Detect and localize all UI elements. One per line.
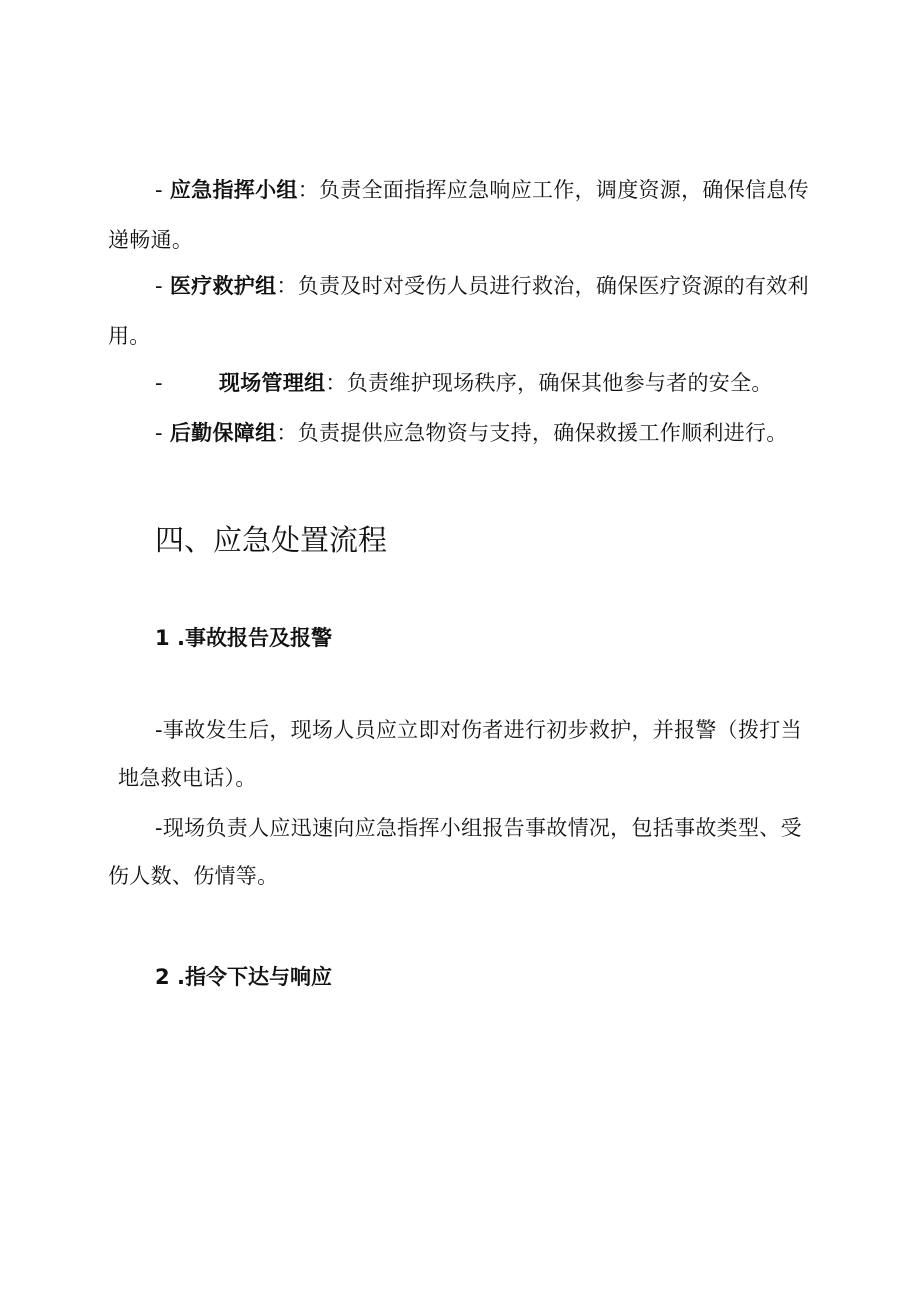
role-colon: ： (325, 371, 347, 395)
role-item-site (155, 369, 875, 397)
role-colon: ： (276, 274, 298, 298)
step-item-continuation: 地急救电话）。 (118, 766, 257, 790)
role-desc: 负责提供应急物资与支持，确保救援工作顺利进行。 (297, 421, 788, 445)
role-name: 应急指挥小组 (169, 178, 298, 202)
role-desc: 负责全面指挥应急响应工作，调度资源，确保信息传 (319, 178, 809, 202)
step-heading (155, 963, 332, 991)
role-desc-continuation: 用。 (108, 324, 151, 348)
role-dash: - (155, 421, 163, 445)
role-item-logistics (155, 419, 875, 447)
step-title: .指令下达与响应 (177, 965, 332, 989)
role-dash: - (155, 274, 163, 298)
section-heading: 四、应急处置流程 (155, 523, 388, 557)
role-name: 医疗救护组 (169, 274, 277, 298)
role-desc: 负责及时对受伤人员进行救治，确保医疗资源的有效利 (297, 274, 809, 298)
step-number: 2 (155, 965, 170, 989)
role-item-medical (155, 272, 875, 300)
role-colon: ： (276, 421, 298, 445)
role-name: 现场管理组 (218, 371, 326, 395)
role-item-command (155, 176, 875, 204)
role-colon: ： (297, 178, 319, 202)
role-name: 后勤保障组 (169, 421, 277, 445)
role-dash: - (155, 371, 163, 395)
role-dash: - (155, 178, 163, 202)
role-desc: 负责维护现场秩序，确保其他参与者的安全。 (346, 371, 773, 395)
step-heading (155, 624, 332, 652)
step-item: -事故发生后，现场人员应立即对伤者进行初步救护，并报警（拨打当 (155, 718, 802, 742)
step-item-continuation: 伤人数、伤情等。 (108, 864, 279, 888)
step-number: 1 (155, 626, 170, 650)
role-desc-continuation: 递畅通。 (108, 228, 194, 252)
step-title: .事故报告及报警 (177, 626, 332, 650)
step-item: -现场负责人应迅速向应急指挥小组报告事故情况，包括事故类型、受 (155, 816, 802, 840)
